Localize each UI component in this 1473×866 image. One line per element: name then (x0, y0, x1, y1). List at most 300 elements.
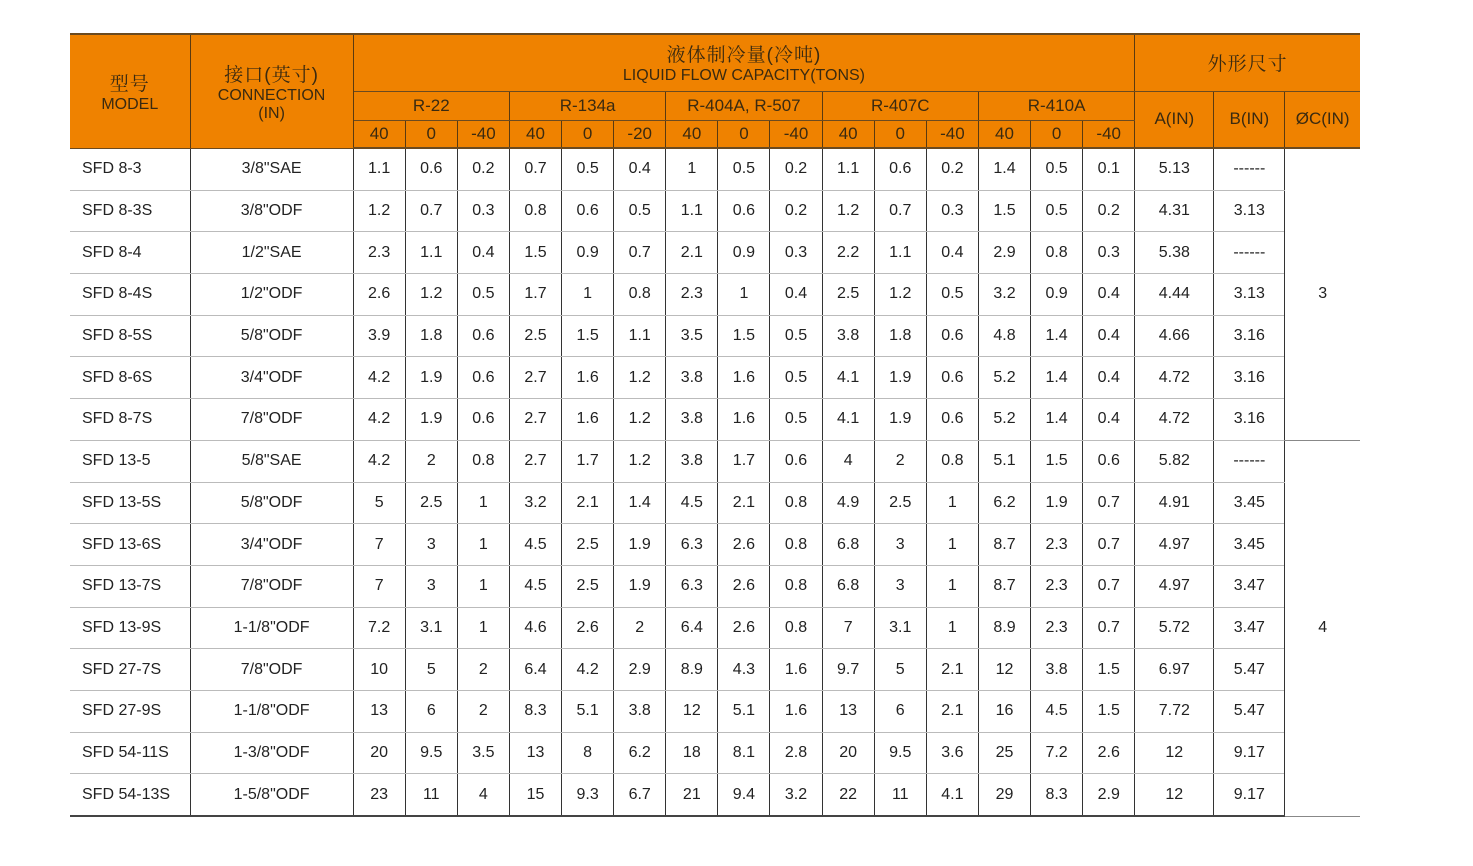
capacity-cell: 0.6 (926, 315, 978, 357)
capacity-cell: 1 (457, 482, 509, 524)
b-cell: ------ (1214, 440, 1285, 482)
capacity-cell: 1.9 (405, 399, 457, 441)
a-cell: 4.97 (1135, 524, 1214, 566)
capacity-cell: 3.6 (926, 732, 978, 774)
capacity-cell: 1.6 (562, 357, 614, 399)
table-row (70, 732, 1360, 774)
refrigerant-header: R-410A (978, 91, 1134, 120)
capacity-cell: 1 (926, 565, 978, 607)
capacity-cell: 0.6 (874, 148, 926, 190)
temperature-header: 40 (978, 120, 1030, 148)
connection-cell: 7/8"ODF (190, 649, 353, 691)
temperature-header: 40 (353, 120, 405, 148)
capacity-cell: 4.5 (509, 524, 561, 566)
capacity-cell: 0.6 (457, 357, 509, 399)
model-cell: SFD 8-6S (70, 357, 190, 399)
capacity-cell: 8.7 (978, 524, 1030, 566)
capacity-cell: 12 (978, 649, 1030, 691)
capacity-cell: 1.5 (1031, 440, 1083, 482)
connection-cell: 1/2"SAE (190, 232, 353, 274)
capacity-cell: 12 (666, 690, 718, 732)
capacity-cell: 2 (614, 607, 666, 649)
capacity-cell: 4.1 (822, 399, 874, 441)
capacity-cell: 4.2 (353, 357, 405, 399)
capacity-cell: 1.5 (509, 232, 561, 274)
capacity-cell: 1.6 (770, 649, 822, 691)
capacity-cell: 21 (666, 774, 718, 816)
model-cell: SFD 8-3S (70, 190, 190, 232)
capacity-cell: 2.5 (509, 315, 561, 357)
temperature-header: 0 (718, 120, 770, 148)
capacity-cell: 6.3 (666, 524, 718, 566)
capacity-cell: 6.3 (666, 565, 718, 607)
table-row (70, 649, 1360, 691)
capacity-cell: 0.5 (770, 357, 822, 399)
capacity-cell: 4.1 (822, 357, 874, 399)
a-cell: 5.38 (1135, 232, 1214, 274)
capacity-cell: 5.2 (978, 399, 1030, 441)
b-cell: 5.47 (1214, 649, 1285, 691)
model-cell: SFD 13-5S (70, 482, 190, 524)
a-cell: 12 (1135, 774, 1214, 816)
capacity-cell: 0.6 (718, 190, 770, 232)
capacity-cell: 7.2 (353, 607, 405, 649)
capacity-cell: 3.1 (405, 607, 457, 649)
model-cell: SFD 13-9S (70, 607, 190, 649)
capacity-cell: 1 (926, 524, 978, 566)
capacity-cell: 0.6 (405, 148, 457, 190)
a-cell: 4.66 (1135, 315, 1214, 357)
a-cell: 7.72 (1135, 690, 1214, 732)
capacity-cell: 6.7 (614, 774, 666, 816)
capacity-cell: 3.9 (353, 315, 405, 357)
capacity-cell: 1.6 (718, 399, 770, 441)
connection-cell: 3/4"ODF (190, 524, 353, 566)
capacity-cell: 2.1 (666, 232, 718, 274)
model-cell: SFD 8-7S (70, 399, 190, 441)
connection-cell: 5/8"SAE (190, 440, 353, 482)
capacity-cell: 8.7 (978, 565, 1030, 607)
capacity-cell: 6.8 (822, 524, 874, 566)
table-row (70, 232, 1360, 274)
capacity-cell: 0.8 (926, 440, 978, 482)
temperature-header: 40 (666, 120, 718, 148)
temperature-header: 0 (874, 120, 926, 148)
a-cell: 5.72 (1135, 607, 1214, 649)
connection-cell: 7/8"ODF (190, 565, 353, 607)
capacity-cell: 0.6 (770, 440, 822, 482)
capacity-cell: 4.5 (666, 482, 718, 524)
capacity-cell: 2.7 (509, 357, 561, 399)
a-cell: 4.72 (1135, 357, 1214, 399)
refrigerant-header: R-134a (509, 91, 665, 120)
b-cell: 9.17 (1214, 732, 1285, 774)
capacity-cell: 1 (926, 482, 978, 524)
capacity-cell: 18 (666, 732, 718, 774)
capacity-cell: 1.7 (509, 274, 561, 316)
capacity-cell: 16 (978, 690, 1030, 732)
capacity-cell: 0.7 (1083, 482, 1135, 524)
capacity-cell: 2.7 (509, 440, 561, 482)
capacity-cell: 0.8 (457, 440, 509, 482)
capacity-cell: 0.7 (1083, 607, 1135, 649)
temperature-header: -20 (614, 120, 666, 148)
capacity-cell: 3.8 (666, 440, 718, 482)
capacity-cell: 0.4 (1083, 315, 1135, 357)
capacity-cell: 1 (457, 607, 509, 649)
capacity-cell: 6.2 (614, 732, 666, 774)
model-cell: SFD 27-7S (70, 649, 190, 691)
capacity-cell: 5.1 (978, 440, 1030, 482)
liquid-flow-capacity-table (70, 33, 1360, 817)
refrigerant-header: R-404A, R-507 (666, 91, 822, 120)
capacity-cell: 0.7 (874, 190, 926, 232)
capacity-cell: 0.8 (770, 607, 822, 649)
capacity-cell: 2.6 (353, 274, 405, 316)
capacity-cell: 2 (405, 440, 457, 482)
capacity-cell: 11 (405, 774, 457, 816)
model-cell: SFD 13-5 (70, 440, 190, 482)
a-cell: 5.13 (1135, 148, 1214, 190)
capacity-cell: 3 (874, 565, 926, 607)
capacity-cell: 2.6 (1083, 732, 1135, 774)
temperature-header: -40 (457, 120, 509, 148)
temperature-header: 40 (822, 120, 874, 148)
capacity-cell: 0.4 (1083, 357, 1135, 399)
capacity-cell: 1.5 (1083, 649, 1135, 691)
temperature-header: 0 (562, 120, 614, 148)
capacity-cell: 0.4 (614, 148, 666, 190)
table-row (70, 148, 1360, 190)
capacity-cell: 1.4 (1031, 399, 1083, 441)
capacity-cell: 15 (509, 774, 561, 816)
b-cell: 3.16 (1214, 357, 1285, 399)
capacity-cell: 4.2 (562, 649, 614, 691)
table-row (70, 524, 1360, 566)
capacity-cell: 11 (874, 774, 926, 816)
model-cell: SFD 27-9S (70, 690, 190, 732)
model-cell: SFD 8-5S (70, 315, 190, 357)
capacity-cell: 2.5 (822, 274, 874, 316)
capacity-cell: 1.6 (770, 690, 822, 732)
capacity-cell: 1.1 (822, 148, 874, 190)
capacity-cell: 4.9 (822, 482, 874, 524)
table-row (70, 399, 1360, 441)
capacity-cell: 9.5 (405, 732, 457, 774)
capacity-cell: 2.2 (822, 232, 874, 274)
capacity-cell: 1.6 (718, 357, 770, 399)
capacity-cell: 4 (822, 440, 874, 482)
capacity-cell: 5.1 (562, 690, 614, 732)
connection-header: 接口(英寸) CONNECTION (IN) (190, 34, 353, 148)
capacity-cell: 2.6 (718, 524, 770, 566)
dimensions-header: 外形尺寸 (1135, 34, 1360, 91)
b-cell: 3.47 (1214, 565, 1285, 607)
capacity-cell: 2.9 (1083, 774, 1135, 816)
capacity-cell: 6.4 (509, 649, 561, 691)
capacity-cell: 0.7 (1083, 524, 1135, 566)
model-cell: SFD 54-11S (70, 732, 190, 774)
capacity-cell: 1 (926, 607, 978, 649)
capacity-cell: 1.2 (874, 274, 926, 316)
capacity-cell: 4.3 (718, 649, 770, 691)
capacity-cell: 3.8 (614, 690, 666, 732)
capacity-cell: 3.2 (770, 774, 822, 816)
connection-cell: 3/8"ODF (190, 190, 353, 232)
temperature-header: -40 (1083, 120, 1135, 148)
capacity-cell: 20 (822, 732, 874, 774)
capacity-cell: 0.4 (457, 232, 509, 274)
capacity-cell: 0.5 (562, 148, 614, 190)
capacity-cell: 0.9 (718, 232, 770, 274)
capacity-cell: 1.7 (562, 440, 614, 482)
capacity-cell: 0.8 (509, 190, 561, 232)
capacity-cell: 7 (353, 524, 405, 566)
refrigerant-header: R-22 (353, 91, 509, 120)
capacity-cell: 0.5 (770, 315, 822, 357)
capacity-cell: 29 (978, 774, 1030, 816)
capacity-cell: 2.5 (874, 482, 926, 524)
capacity-cell: 3.2 (978, 274, 1030, 316)
capacity-cell: 0.9 (1031, 274, 1083, 316)
capacity-cell: 0.8 (614, 274, 666, 316)
a-cell: 4.44 (1135, 274, 1214, 316)
capacity-cell: 1.4 (1031, 357, 1083, 399)
capacity-cell: 2.9 (614, 649, 666, 691)
capacity-cell: 0.6 (1083, 440, 1135, 482)
capacity-cell: 0.5 (1031, 148, 1083, 190)
b-cell: 3.16 (1214, 399, 1285, 441)
capacity-cell: 0.3 (770, 232, 822, 274)
model-cell: SFD 8-4S (70, 274, 190, 316)
capacity-cell: 1 (457, 524, 509, 566)
capacity-cell: 7 (353, 565, 405, 607)
capacity-cell: 0.4 (926, 232, 978, 274)
capacity-cell: 8.1 (718, 732, 770, 774)
capacity-cell: 3.8 (666, 399, 718, 441)
capacity-cell: 4 (457, 774, 509, 816)
capacity-cell: 0.5 (457, 274, 509, 316)
connection-cell: 3/4"ODF (190, 357, 353, 399)
c-header: ØC(IN) (1285, 91, 1360, 148)
model-cell: SFD 8-3 (70, 148, 190, 190)
capacity-cell: 0.6 (457, 399, 509, 441)
capacity-cell: 1.9 (614, 524, 666, 566)
capacity-cell: 8.3 (509, 690, 561, 732)
capacity-cell: 1.1 (874, 232, 926, 274)
model-header: 型号 MODEL (70, 34, 190, 148)
capacity-cell: 1.2 (405, 274, 457, 316)
capacity-cell: 1.1 (405, 232, 457, 274)
capacity-cell: 22 (822, 774, 874, 816)
table-row (70, 357, 1360, 399)
capacity-cell: 0.2 (457, 148, 509, 190)
c-cell: 3 (1285, 148, 1360, 440)
capacity-cell: 6.2 (978, 482, 1030, 524)
b-header: B(IN) (1214, 91, 1285, 148)
capacity-cell: 2.1 (926, 690, 978, 732)
capacity-cell: 1.1 (614, 315, 666, 357)
table-row (70, 190, 1360, 232)
capacity-cell: 0.8 (770, 565, 822, 607)
b-cell: 3.16 (1214, 315, 1285, 357)
capacity-cell: 3.8 (822, 315, 874, 357)
table-row (70, 274, 1360, 316)
capacity-cell: 2 (457, 649, 509, 691)
capacity-cell: 3 (405, 565, 457, 607)
capacity-cell: 0.1 (1083, 148, 1135, 190)
capacity-cell: 25 (978, 732, 1030, 774)
capacity-cell: 3.5 (457, 732, 509, 774)
temperature-header: 0 (1031, 120, 1083, 148)
capacity-cell: 4.5 (1031, 690, 1083, 732)
capacity-cell: 6.4 (666, 607, 718, 649)
capacity-cell: 1.1 (353, 148, 405, 190)
capacity-cell: 0.8 (1031, 232, 1083, 274)
capacity-header: 液体制冷量(冷吨) LIQUID FLOW CAPACITY(TONS) (353, 34, 1135, 91)
capacity-cell: 2.9 (978, 232, 1030, 274)
capacity-cell: 0.3 (1083, 232, 1135, 274)
capacity-cell: 1.9 (1031, 482, 1083, 524)
capacity-cell: 7 (822, 607, 874, 649)
capacity-cell: 8.9 (978, 607, 1030, 649)
capacity-cell: 5.1 (718, 690, 770, 732)
capacity-cell: 9.4 (718, 774, 770, 816)
capacity-cell: 2.5 (562, 565, 614, 607)
capacity-cell: 2 (874, 440, 926, 482)
capacity-cell: 3.1 (874, 607, 926, 649)
temperature-header: -40 (770, 120, 822, 148)
b-cell: 3.45 (1214, 524, 1285, 566)
capacity-cell: 0.6 (562, 190, 614, 232)
capacity-cell: 9.5 (874, 732, 926, 774)
capacity-cell: 1.5 (978, 190, 1030, 232)
capacity-cell: 0.8 (770, 524, 822, 566)
capacity-cell: 5 (405, 649, 457, 691)
temperature-header: 40 (509, 120, 561, 148)
capacity-cell: 3.8 (666, 357, 718, 399)
capacity-cell: 5 (353, 482, 405, 524)
connection-cell: 1-3/8"ODF (190, 732, 353, 774)
b-cell: 3.45 (1214, 482, 1285, 524)
a-header: A(IN) (1135, 91, 1214, 148)
capacity-cell: 20 (353, 732, 405, 774)
a-cell: 4.91 (1135, 482, 1214, 524)
capacity-cell: 13 (509, 732, 561, 774)
capacity-cell: 2.8 (770, 732, 822, 774)
refrigerant-header: R-407C (822, 91, 978, 120)
capacity-cell: 9.7 (822, 649, 874, 691)
capacity-cell: 2.6 (718, 607, 770, 649)
capacity-cell: 2.3 (1031, 565, 1083, 607)
model-cell: SFD 13-7S (70, 565, 190, 607)
capacity-cell: 1.2 (822, 190, 874, 232)
capacity-cell: 7.2 (1031, 732, 1083, 774)
capacity-cell: 6 (874, 690, 926, 732)
capacity-cell: 3 (405, 524, 457, 566)
capacity-cell: 2.1 (562, 482, 614, 524)
b-cell: 3.13 (1214, 190, 1285, 232)
table-row (70, 565, 1360, 607)
capacity-cell: 0.7 (509, 148, 561, 190)
capacity-cell: 2.3 (666, 274, 718, 316)
capacity-cell: 2.3 (1031, 524, 1083, 566)
capacity-cell: 1.9 (405, 357, 457, 399)
capacity-cell: 4.2 (353, 399, 405, 441)
connection-cell: 1-5/8"ODF (190, 774, 353, 816)
capacity-cell: 1.2 (614, 399, 666, 441)
capacity-cell: 0.4 (1083, 399, 1135, 441)
capacity-cell: 9.3 (562, 774, 614, 816)
capacity-cell: 5 (874, 649, 926, 691)
capacity-cell: 0.2 (1083, 190, 1135, 232)
capacity-cell: 2.6 (718, 565, 770, 607)
capacity-cell: 8 (562, 732, 614, 774)
capacity-cell: 0.8 (770, 482, 822, 524)
capacity-cell: 1.2 (614, 357, 666, 399)
capacity-cell: 1.4 (1031, 315, 1083, 357)
capacity-cell: 1.2 (353, 190, 405, 232)
b-cell: 9.17 (1214, 774, 1285, 816)
table-row (70, 315, 1360, 357)
capacity-cell: 1.6 (562, 399, 614, 441)
capacity-cell: 4.5 (509, 565, 561, 607)
capacity-cell: 3.5 (666, 315, 718, 357)
capacity-cell: 10 (353, 649, 405, 691)
capacity-cell: 6.8 (822, 565, 874, 607)
capacity-cell: 1.5 (562, 315, 614, 357)
a-cell: 4.31 (1135, 190, 1214, 232)
capacity-cell: 0.3 (926, 190, 978, 232)
capacity-cell: 8.9 (666, 649, 718, 691)
b-cell: 3.47 (1214, 607, 1285, 649)
capacity-cell: 1.1 (666, 190, 718, 232)
capacity-cell: 0.5 (1031, 190, 1083, 232)
capacity-cell: 2.3 (353, 232, 405, 274)
capacity-cell: 0.5 (718, 148, 770, 190)
temperature-header: -40 (926, 120, 978, 148)
capacity-cell: 0.9 (562, 232, 614, 274)
capacity-cell: 2.7 (509, 399, 561, 441)
capacity-cell: 13 (353, 690, 405, 732)
capacity-cell: 0.4 (770, 274, 822, 316)
connection-cell: 1-1/8"ODF (190, 607, 353, 649)
capacity-cell: 0.7 (1083, 565, 1135, 607)
capacity-cell: 3 (874, 524, 926, 566)
capacity-cell: 8.3 (1031, 774, 1083, 816)
c-cell: 4 (1285, 440, 1360, 816)
capacity-cell: 0.2 (770, 190, 822, 232)
model-cell: SFD 8-4 (70, 232, 190, 274)
capacity-cell: 1.2 (614, 440, 666, 482)
capacity-cell: 0.2 (926, 148, 978, 190)
table-row (70, 690, 1360, 732)
capacity-cell: 0.7 (405, 190, 457, 232)
capacity-cell: 0.5 (614, 190, 666, 232)
capacity-cell: 1.9 (874, 357, 926, 399)
a-cell: 6.97 (1135, 649, 1214, 691)
a-cell: 4.97 (1135, 565, 1214, 607)
capacity-cell: 23 (353, 774, 405, 816)
capacity-cell: 2.3 (1031, 607, 1083, 649)
capacity-cell: 5.2 (978, 357, 1030, 399)
capacity-cell: 2.5 (562, 524, 614, 566)
capacity-cell: 1 (562, 274, 614, 316)
capacity-cell: 0.6 (926, 399, 978, 441)
capacity-cell: 1 (666, 148, 718, 190)
b-cell: ------ (1214, 148, 1285, 190)
capacity-cell: 2.1 (718, 482, 770, 524)
